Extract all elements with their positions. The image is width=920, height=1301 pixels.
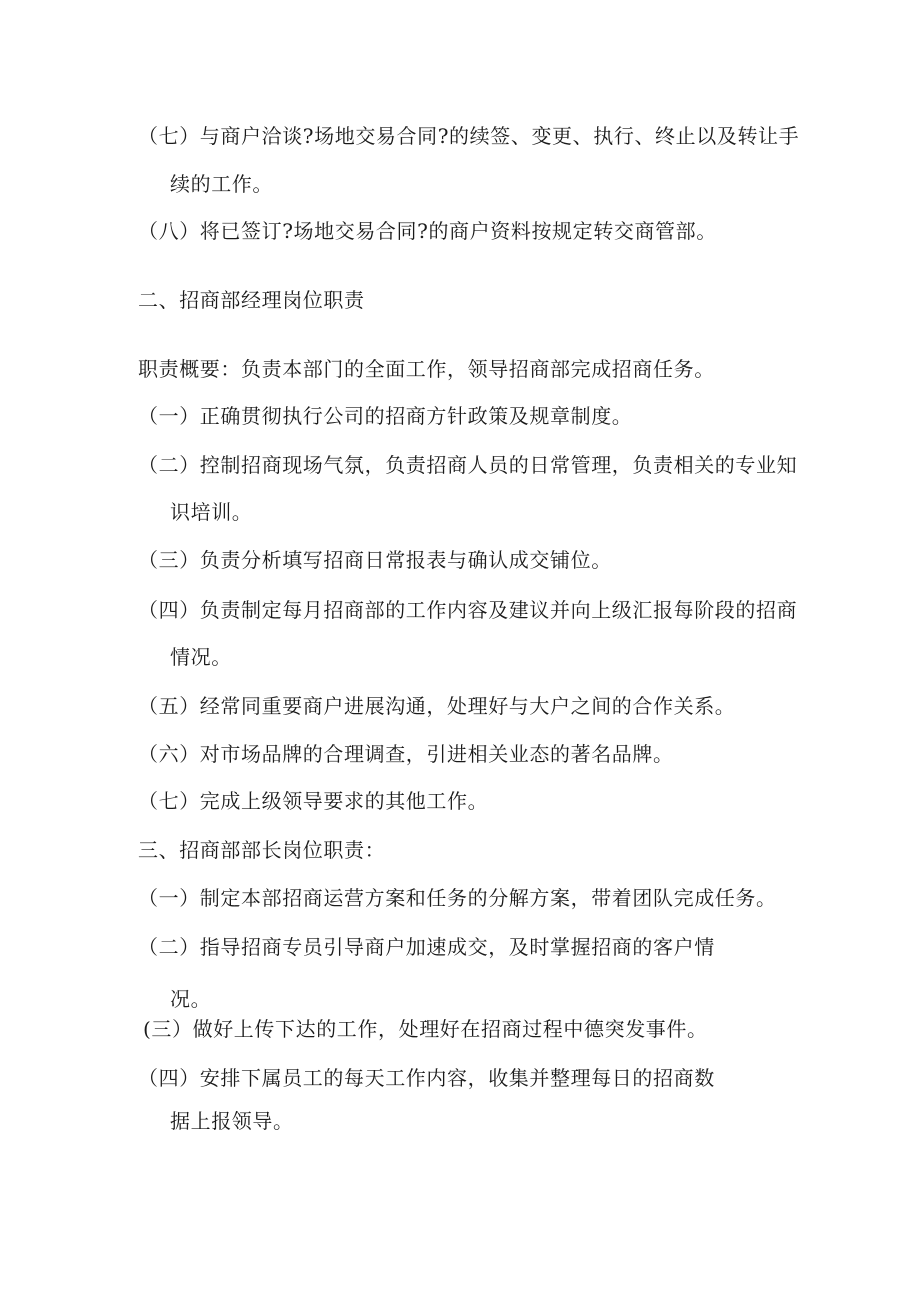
text-line: （八）将已签订?场地交易合同?的商户资料按规定转交商管部。 [138, 219, 717, 243]
text-line: 续的工作。 [170, 172, 273, 196]
text-line: 识培训。 [170, 500, 253, 524]
text-line: （七）与商户洽谈?场地交易合同?的续签、变更、执行、终止以及转让手 [138, 124, 800, 148]
section-heading: 二、招商部经理岗位职责 [138, 288, 365, 312]
text-line: （五）经常同重要商户进展沟通，处理好与大户之间的合作关系。 [138, 694, 736, 718]
text-line: （六）对市场品牌的合理调查，引进相关业态的著名品牌。 [138, 742, 674, 766]
text-line: （七）完成上级领导要求的其他工作。 [138, 789, 489, 813]
section-heading: 三、招商部部长岗位职责： [138, 838, 386, 862]
text-line: 情况。 [170, 645, 232, 669]
text-line: (三）做好上传下达的工作，处理好在招商过程中德突发事件。 [143, 1017, 708, 1041]
text-line: 况。 [170, 987, 212, 1011]
text-line: （二）控制招商现场气氛，负责招商人员的日常管理，负责相关的专业知 [138, 453, 798, 477]
text-line: （四）安排下属员工的每天工作内容，收集并整理每日的招商数 [138, 1066, 715, 1090]
text-line: （四）负责制定每月招商部的工作内容及建议并向上级汇报每阶段的招商 [138, 598, 798, 622]
text-line: 职责概要：负责本部门的全面工作，领导招商部完成招商任务。 [138, 357, 715, 381]
text-line: （一）制定本部招商运营方案和任务的分解方案，带着团队完成任务。 [138, 886, 777, 910]
text-line: （三）负责分析填写招商日常报表与确认成交铺位。 [138, 548, 612, 572]
text-line: 据上报领导。 [170, 1109, 294, 1133]
text-line: （一）正确贯彻执行公司的招商方针政策及规章制度。 [138, 404, 633, 428]
text-line: （二）指导招商专员引导商户加速成交，及时掌握招商的客户情 [138, 935, 715, 959]
